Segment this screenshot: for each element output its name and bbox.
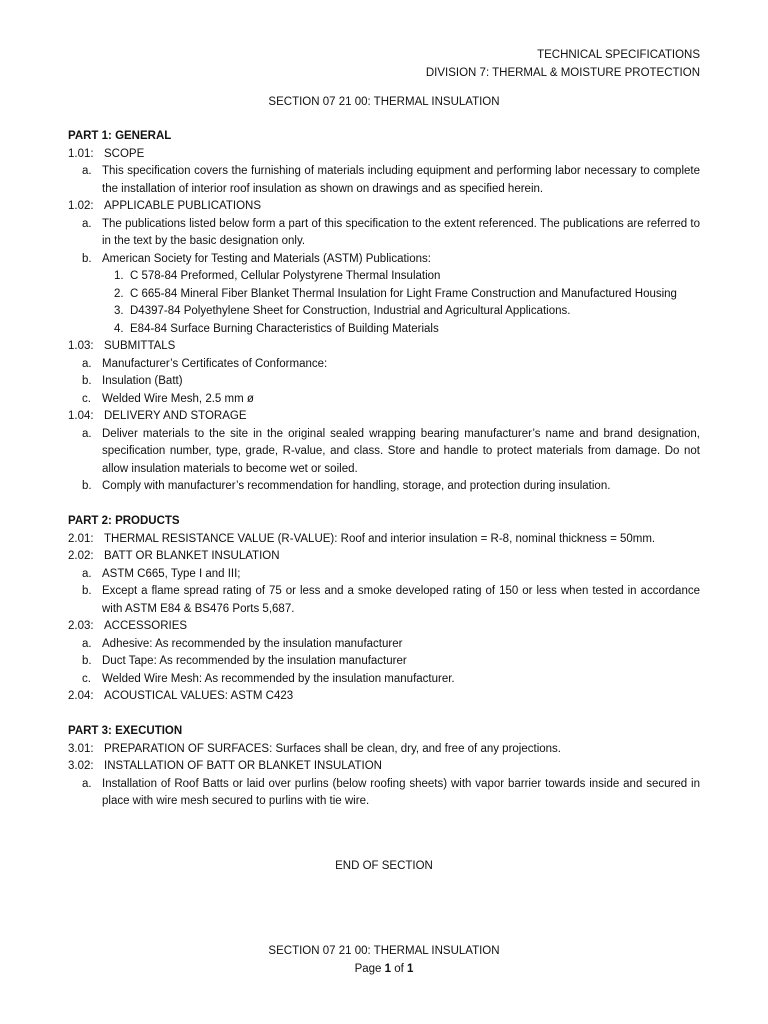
- item-text: Comply with manufacturer’s recommendation for handling, storage, and protection during insulation.: [102, 480, 611, 492]
- subsection-1-02: [68, 198, 700, 216]
- subsection-number: 2.04:: [68, 690, 94, 702]
- header-line-2: DIVISION 7: THERMAL & MOISTURE PROTECTION: [425, 66, 700, 79]
- subsection-number: 3.01:: [68, 742, 94, 755]
- section-title: SECTION 07 21 00: THERMAL INSULATION: [268, 96, 500, 108]
- item-label: a.: [82, 165, 92, 177]
- item-label: c.: [82, 392, 91, 405]
- footer-title: SECTION 07 21 00: THERMAL INSULATION: [268, 945, 500, 957]
- numbered-item: [68, 321, 700, 339]
- item-label: b.: [82, 655, 92, 667]
- list-item: [68, 583, 700, 618]
- subsection-number: 2.03:: [68, 620, 94, 632]
- item-text: Except a flame spread rating of 75 or less and a smoke developed rating of 150 or less when tested in accordance with ASTM E84 & BS476 Ports 5,687.: [102, 585, 700, 615]
- list-item: [68, 653, 700, 671]
- numbered-item: [68, 303, 700, 321]
- part-1-heading: PART 1: GENERAL: [68, 130, 172, 142]
- item-label: a.: [82, 427, 92, 440]
- item-label: a.: [82, 637, 92, 650]
- list-item: [68, 251, 700, 269]
- of-word: of: [391, 962, 408, 975]
- list-item: [68, 216, 700, 251]
- subsection-1-04: [68, 408, 700, 426]
- item-text: American Society for Testing and Materials (ASTM) Publications:: [102, 252, 431, 265]
- document-header: [426, 47, 700, 82]
- subsection-number: 1.04:: [68, 410, 94, 422]
- end-of-section: END OF SECTION: [335, 860, 433, 872]
- list-item: [68, 356, 700, 374]
- numbered-item: [68, 268, 700, 286]
- list-item: [68, 566, 700, 584]
- item-label: 1.: [114, 270, 124, 282]
- item-text: This specification covers the furnishing of materials including equipment and performing labor necessary to complete the installation of interior roof insulation as shown on drawings and as specified herein.: [102, 165, 700, 195]
- subsection-2-03: [68, 618, 700, 636]
- subsection-1-01: [68, 146, 700, 164]
- part-3-heading: PART 3: EXECUTION: [68, 725, 183, 737]
- part-2-heading: PART 2: PRODUCTS: [68, 515, 180, 527]
- current-page: 1: [384, 962, 392, 975]
- item-text: Installation of Roof Batts or laid over purlins (below roofing sheets) with vapor barrier towards inside and secured in place with wire mesh secured to purlins with tie wire.: [102, 777, 700, 807]
- subsection-title: PREPARATION OF SURFACES: Surfaces shall be clean, dry, and free of any projections.: [104, 742, 561, 755]
- item-text: D4397-84 Polyethylene Sheet for Construction, Industrial and Agricultural Applications.: [130, 305, 571, 317]
- spacer: [68, 706, 700, 724]
- list-item: [68, 391, 700, 409]
- page-number: [0, 961, 768, 979]
- subsection-1-03: [68, 338, 700, 356]
- item-text: Deliver materials to the site in the original sealed wrapping bearing manufacturer’s name and brand designation, specification number, type, grade, R-value, and class. Store and handle to protect materials from damage. Do not allow insulation materials to become wet or soiled.: [102, 427, 700, 475]
- list-item: [68, 776, 700, 811]
- subsection-2-04: [68, 688, 700, 706]
- list-item: [68, 478, 700, 496]
- subsection-number: 1.03:: [68, 340, 94, 352]
- item-text: The publications listed below form a part of this specification to the extent referenced. The publications are referred to in the text by the basic designation only.: [102, 217, 700, 247]
- subsection-2-02: [68, 548, 700, 566]
- item-text: E84-84 Surface Burning Characteristics of Building Materials: [130, 322, 439, 335]
- subsection-number: 1.01:: [68, 147, 94, 160]
- list-item: [68, 426, 700, 479]
- numbered-item: [68, 286, 700, 304]
- item-text: Adhesive: As recommended by the insulation manufacturer: [102, 637, 403, 650]
- item-text: Welded Wire Mesh: As recommended by the insulation manufacturer.: [102, 672, 455, 685]
- item-label: a.: [82, 567, 92, 580]
- item-text: Insulation (Batt): [102, 375, 183, 387]
- subsection-number: 1.02:: [68, 200, 94, 212]
- item-text: ASTM C665, Type I and III;: [102, 567, 241, 580]
- subsection-title: APPLICABLE PUBLICATIONS: [104, 200, 262, 212]
- item-text: Duct Tape: As recommended by the insulation manufacturer: [102, 655, 407, 667]
- subsection-number: 2.02:: [68, 550, 94, 562]
- item-label: a.: [82, 357, 92, 370]
- list-item: [68, 163, 700, 198]
- spacer: [68, 496, 700, 514]
- item-text: C 665-84 Mineral Fiber Blanket Thermal Insulation for Light Frame Construction and Manufactured Housing: [130, 287, 677, 300]
- subsection-title: DELIVERY AND STORAGE: [104, 410, 247, 422]
- item-label: a.: [82, 217, 92, 230]
- item-label: 2.: [114, 287, 124, 300]
- list-item: [68, 671, 700, 689]
- item-label: 4.: [114, 322, 124, 335]
- item-label: b.: [82, 480, 92, 492]
- header-line-1: TECHNICAL SPECIFICATIONS: [537, 49, 700, 61]
- item-text: C 578-84 Preformed, Cellular Polystyrene Thermal Insulation: [130, 270, 441, 282]
- subsection-title: INSTALLATION OF BATT OR BLANKET INSULATION: [104, 760, 382, 772]
- page-word: Page: [354, 962, 385, 975]
- item-label: b.: [82, 585, 92, 597]
- list-item: [68, 373, 700, 391]
- subsection-number: 2.01:: [68, 532, 94, 545]
- item-label: b.: [82, 252, 92, 265]
- document-body: [68, 128, 700, 811]
- item-label: c.: [82, 672, 91, 685]
- subsection-title: THERMAL RESISTANCE VALUE (R-VALUE): Roof and interior insulation = R-8, nominal thickness = 50mm.: [104, 532, 656, 545]
- item-text: Manufacturer’s Certificates of Conformance:: [102, 357, 328, 370]
- subsection-title: SCOPE: [104, 147, 145, 160]
- subsection-title: ACCESSORIES: [104, 620, 188, 632]
- page-footer: [0, 943, 768, 978]
- subsection-2-01: [68, 531, 700, 549]
- subsection-3-01: [68, 741, 700, 759]
- list-item: [68, 636, 700, 654]
- subsection-3-02: [68, 758, 700, 776]
- subsection-title: BATT OR BLANKET INSULATION: [104, 550, 280, 562]
- item-label: 3.: [114, 305, 124, 317]
- item-label: a.: [82, 777, 92, 790]
- item-text: Welded Wire Mesh, 2.5 mm ø: [102, 392, 254, 405]
- item-label: b.: [82, 375, 92, 387]
- subsection-title: SUBMITTALS: [104, 340, 176, 352]
- total-pages: 1: [407, 962, 414, 975]
- subsection-number: 3.02:: [68, 760, 94, 772]
- subsection-title: ACOUSTICAL VALUES: ASTM C423: [104, 690, 294, 702]
